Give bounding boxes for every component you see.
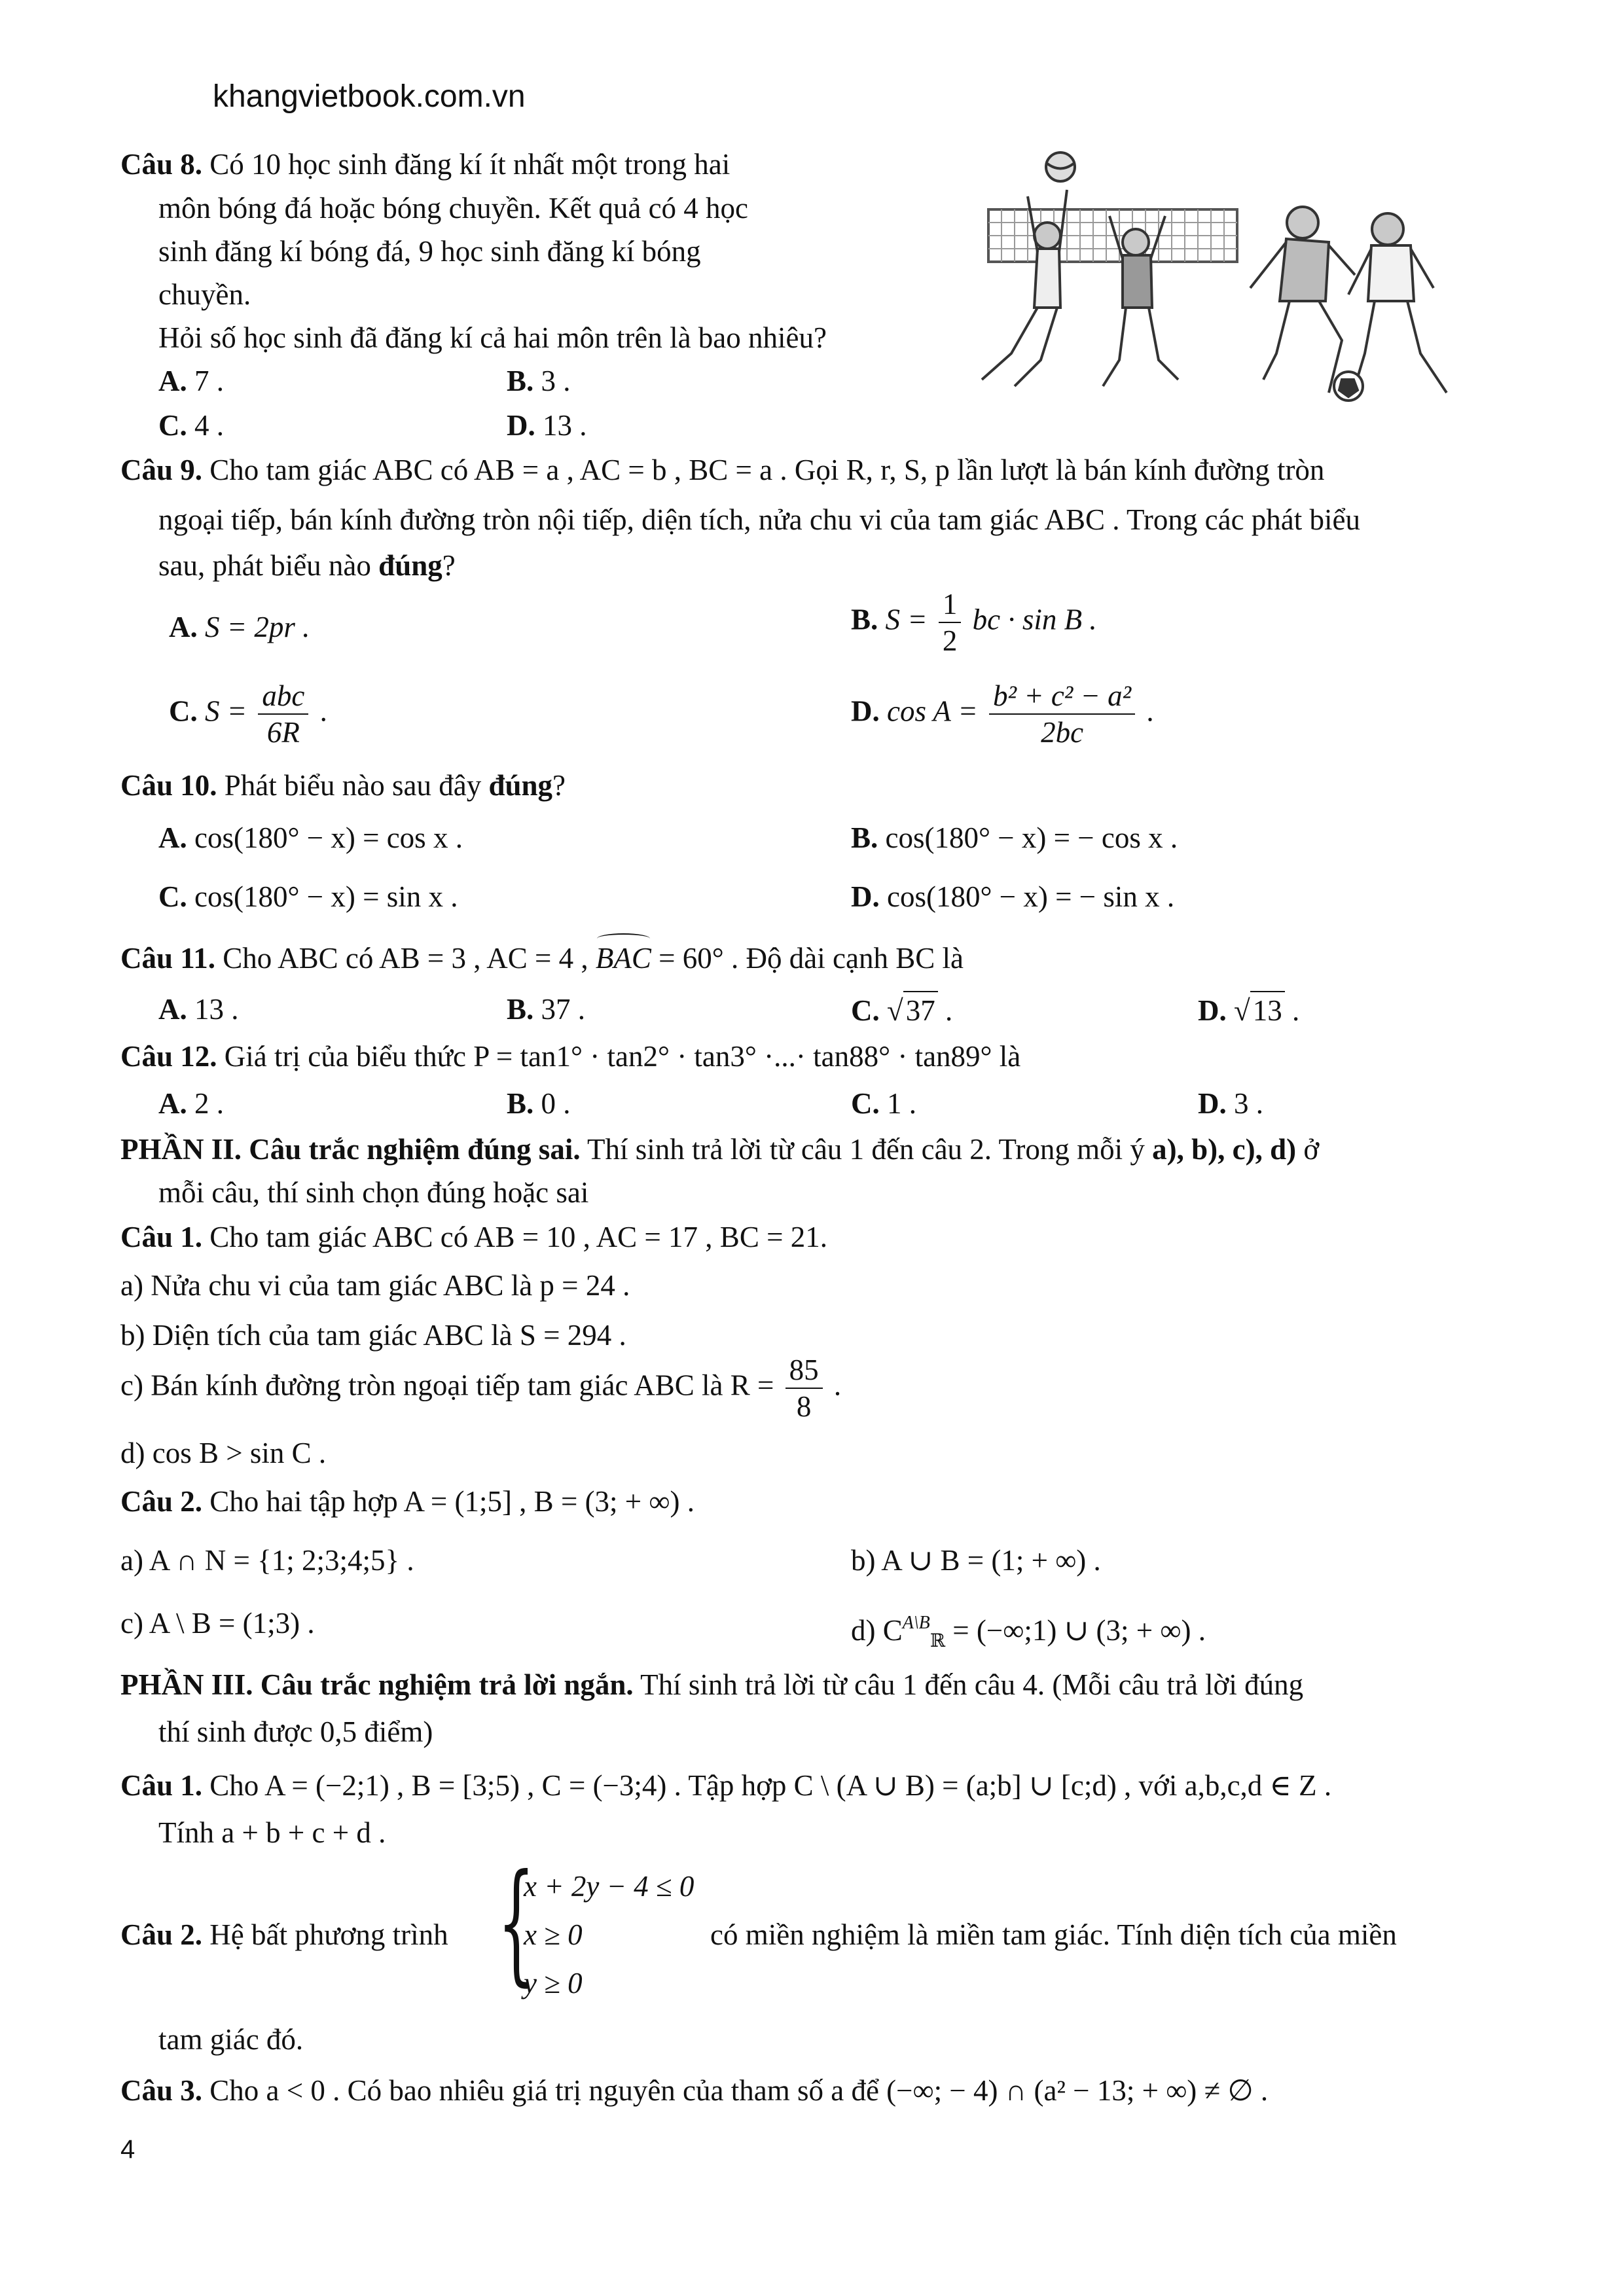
p3q2-line: Câu 2. Hệ bất phương trình xyxy=(120,1918,448,1951)
q10-label: Câu 10. xyxy=(120,769,217,802)
system-brace: { xyxy=(497,1846,535,1999)
q12-option-b: B. 0 . xyxy=(507,1087,571,1120)
p2q2-line: Câu 2. Cho hai tập hợp A = (1;5] , B = (3; + ∞) . xyxy=(120,1485,695,1518)
q8-option-a: A. 7 . xyxy=(158,365,224,397)
q8-text1: Có 10 học sinh đăng kí ít nhất một trong hai xyxy=(209,148,731,181)
p3q1-label: Câu 1. xyxy=(120,1769,203,1802)
p3q1-line: Câu 1. Cho A = (−2;1) , B = [3;5) , C = (−3;4) . Tập hợp C \ (A ∪ B) = (a;b] ∪ [c;d) , với a,b,c,d ∈ Z . xyxy=(120,1769,1332,1802)
sports-illustration xyxy=(962,144,1499,419)
q11-option-c: C. √37 . xyxy=(851,991,952,1029)
q12-option-c: C. 1 . xyxy=(851,1087,916,1120)
part3-line2: thí sinh được 0,5 điểm) xyxy=(158,1715,433,1748)
part3-heading: PHẦN III. Câu trắc nghiệm trả lời ngắn. Thí sinh trả lời từ câu 1 đến câu 4. (Mỗi câu trả lời đúng xyxy=(120,1668,1304,1701)
q9-option-b: B. S = $\frac{1}{2}$ bc · sin B . xyxy=(851,588,1097,657)
p3q2-label: Câu 2. xyxy=(120,1918,203,1951)
p3q2-line2: tam giác đó. xyxy=(158,2023,304,2056)
q8-option-c: C. 4 . xyxy=(158,409,224,442)
p2q1-a: a) Nửa chu vi của tam giác ABC là p = 24 . xyxy=(120,1269,630,1302)
q11-label: Câu 11. xyxy=(120,942,216,975)
q12-option-a: A. 2 . xyxy=(158,1087,224,1120)
q11-line: Câu 11. Cho ABC có AB = 3 , AC = 4 , BAC = 60° . Độ dài cạnh BC là xyxy=(120,940,964,977)
p2q1-c-fraction: $\frac{85}{8}$ xyxy=(785,1352,823,1424)
p2q1-label: Câu 1. xyxy=(120,1221,203,1253)
system-eq2: x ≥ 0 xyxy=(524,1918,583,1951)
p2q1-b: b) Diện tích của tam giác ABC là S = 294 . xyxy=(120,1319,626,1352)
q8-line2: môn bóng đá hoặc bóng chuyền. Kết quả có 4 học xyxy=(158,192,749,224)
p3q3-line: Câu 3. Cho a < 0 . Có bao nhiêu giá trị nguyên của tham số a để (−∞; − 4) ∩ (a² − 13; + ∞) ≠ ∅ . xyxy=(120,2074,1269,2107)
q9-option-d: D. cos A = $\frac{\text{b² + c² − a²}}{2bc}$ . xyxy=(851,679,1154,749)
p2q2-c: c) A \ B = (1;3) . xyxy=(120,1607,315,1640)
p2q2-label: Câu 2. xyxy=(120,1485,203,1518)
q12-option-d: D. 3 . xyxy=(1198,1087,1263,1120)
part2-heading: PHẦN II. Câu trắc nghiệm đúng sai. Thí sinh trả lời từ câu 1 đến câu 2. Trong mỗi ý a), b), c), d) ở xyxy=(120,1133,1320,1166)
p3q1-line2: Tính a + b + c + d . xyxy=(158,1816,386,1849)
q9-label: Câu 9. xyxy=(120,454,203,486)
p2q1-c: c) Bán kính đường tròn ngoại tiếp tam giác ABC là R = $\frac{85}{8}$ . xyxy=(120,1354,842,1423)
q9-b-fraction: $\frac{1}{2}$ xyxy=(939,586,962,658)
q11-angle: BAC xyxy=(596,940,651,977)
p2q1-line: Câu 1. Cho tam giác ABC có AB = 10 , AC = 17 , BC = 21. xyxy=(120,1221,827,1253)
q8-option-b: B. 3 . xyxy=(507,365,571,397)
q9-line2: ngoại tiếp, bán kính đường tròn nội tiếp, diện tích, nửa chu vi của tam giác ABC . Trong các phát biểu xyxy=(158,503,1360,536)
p2q2-b: b) A ∪ B = (1; + ∞) . xyxy=(851,1544,1101,1577)
q9-option-a: A. S = 2pr . xyxy=(169,611,310,643)
part2-line2: mỗi câu, thí sinh chọn đúng hoặc sai xyxy=(158,1176,589,1209)
site-header: khangvietbook.com.vn xyxy=(213,79,526,114)
q8-line5: Hỏi số học sinh đã đăng kí cả hai môn trên là bao nhiêu? xyxy=(158,321,827,354)
p2q2-d: d) $C^{A\backslash B}_ℝ$ = (−∞;1) ∪ (3; + ∞) . xyxy=(851,1613,1206,1651)
q9-option-c: C. S = $\frac{\text{abc}}{6R}$ . xyxy=(169,679,327,749)
p2q2-a: a) A ∩ N = {1; 2;3;4;5} . xyxy=(120,1544,414,1577)
q8-label: Câu 8. xyxy=(120,148,203,181)
p2q1-d: d) cos B > sin C . xyxy=(120,1437,327,1469)
q11-option-b: B. 37 . xyxy=(507,993,586,1026)
q12-line: Câu 12. Giá trị của biểu thức P = tan1° · tan2° · tan3° ·...· tan88° · tan89° là xyxy=(120,1040,1021,1073)
q9-c-fraction: $\frac{\text{abc}}{6R}$ xyxy=(258,678,308,750)
q9-line1: Câu 9. Cho tam giác ABC có AB = a , AC = b , BC = a . Gọi R, r, S, p lần lượt là bán kính đường tròn xyxy=(120,454,1325,486)
q8-line1 xyxy=(120,146,730,183)
q9-line3: sau, phát biểu nào đúng? xyxy=(158,549,456,582)
q10-line: Câu 10. Phát biểu nào sau đây đúng? xyxy=(120,769,566,802)
q11-option-a: A. 13 . xyxy=(158,993,239,1026)
q10-option-a: A. cos(180° − x) = cos x . xyxy=(158,821,463,854)
p3q2-text-post: có miền nghiệm là miền tam giác. Tính diện tích của miền xyxy=(710,1918,1397,1951)
page-number: 4 xyxy=(120,2135,135,2164)
system-eq3: y ≥ 0 xyxy=(524,1967,583,2000)
q10-option-c: C. cos(180° − x) = sin x . xyxy=(158,880,458,913)
q10-option-d: D. cos(180° − x) = − sin x . xyxy=(851,880,1175,913)
q11-option-d: D. √13 . xyxy=(1198,991,1299,1029)
q8-line3: sinh đăng kí bóng đá, 9 học sinh đăng kí bóng xyxy=(158,235,701,268)
p3q3-label: Câu 3. xyxy=(120,2074,203,2107)
q8-line4: chuyền. xyxy=(158,278,251,311)
q12-label: Câu 12. xyxy=(120,1040,217,1073)
q8-option-d: D. 13 . xyxy=(507,409,587,442)
q10-option-b: B. cos(180° − x) = − cos x . xyxy=(851,821,1178,854)
system-eq1: x + 2y − 4 ≤ 0 xyxy=(524,1870,695,1903)
q9-d-fraction: $\frac{\text{b² + c² − a²}}{2bc}$ xyxy=(989,678,1135,750)
